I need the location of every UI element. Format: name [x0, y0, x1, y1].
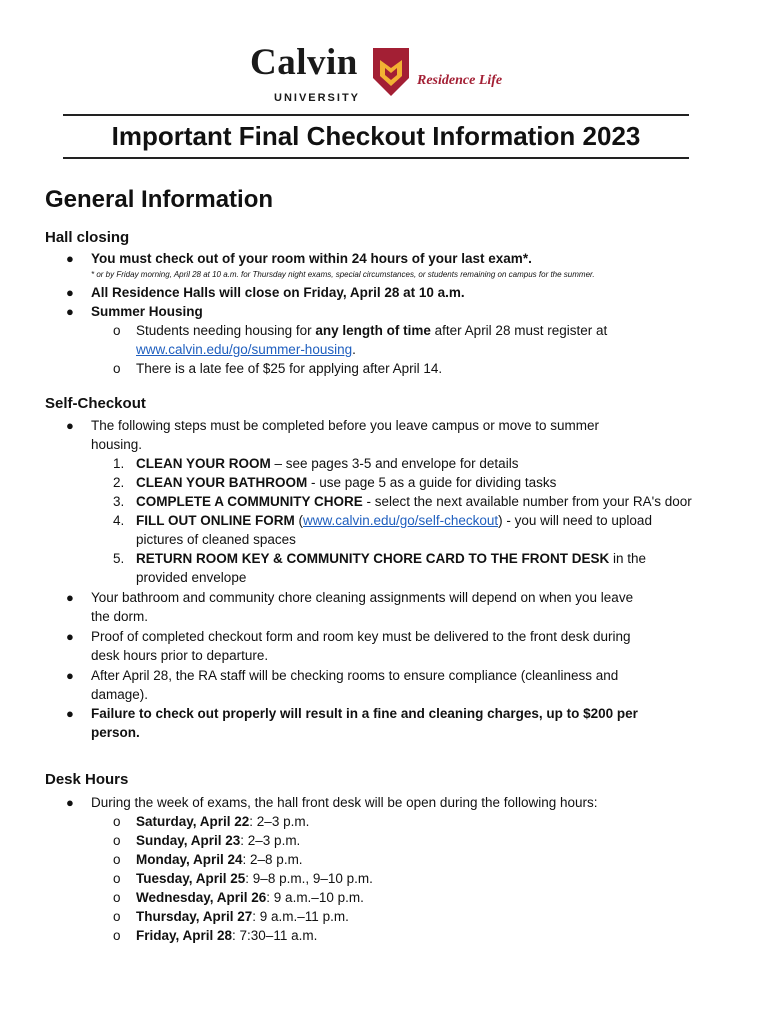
footnote: * or by Friday morning, April 28 at 10 a.m. for Thursday night exams, special circumstances, or students remaining on campus for the summer.	[91, 270, 595, 279]
desk-hours-item	[113, 831, 300, 850]
step-item	[113, 492, 713, 511]
step-detail: (	[294, 513, 303, 528]
day-hours: : 9–8 p.m., 9–10 p.m.	[245, 871, 373, 886]
list-item	[66, 249, 716, 268]
step-detail: - use page 5 as a guide for dividing tasks	[307, 475, 557, 490]
circle-bullet-icon: o	[113, 814, 121, 829]
paragraph-line: Your bathroom and community chore cleaning assignments will depend on when you leave	[91, 590, 634, 605]
bullet-icon: ●	[66, 251, 74, 266]
bullet-icon: ●	[66, 304, 74, 319]
list-item	[66, 793, 716, 812]
desk-hours-item	[113, 869, 373, 888]
step-number: 3.	[113, 494, 125, 509]
list-item	[66, 704, 716, 742]
step-detail-line-2: provided envelope	[136, 570, 247, 585]
circle-bullet-icon: o	[113, 890, 121, 905]
day-hours: : 9 a.m.–10 p.m.	[266, 890, 364, 905]
day-hours: : 7:30–11 a.m.	[232, 928, 318, 943]
subheading-desk-hours: Desk Hours	[45, 771, 129, 788]
summer-housing-link[interactable]: www.calvin.edu/go/summer-housing	[136, 342, 353, 357]
step-title: COMPLETE A COMMUNITY CHORE	[136, 494, 363, 509]
logo-subline: UNIVERSITY	[274, 92, 361, 104]
hall-closing-rule: You must check out of your room within 24 hours of your last exam*.	[91, 251, 532, 266]
day-hours: : 9 a.m.–11 p.m.	[252, 909, 349, 924]
step-detail: in the	[609, 551, 647, 566]
self-checkout-link[interactable]: www.calvin.edu/go/self-checkout	[303, 513, 499, 528]
shield-icon	[371, 46, 411, 98]
step-title: RETURN ROOM KEY & COMMUNITY CHORE CARD TO THE FRONT DESK	[136, 551, 610, 566]
desk-hours-item	[113, 812, 309, 831]
circle-bullet-icon: o	[113, 871, 121, 886]
section-heading-general: General Information	[45, 186, 274, 213]
page-title: Important Final Checkout Information 2023	[111, 121, 641, 151]
step-item	[113, 454, 713, 473]
step-title: FILL OUT ONLINE FORM	[136, 513, 295, 528]
circle-bullet-icon: o	[113, 909, 121, 924]
bullet-icon: ●	[66, 795, 74, 810]
hall-close-date: All Residence Halls will close on Friday, April 28 at 10 a.m.	[91, 285, 465, 300]
circle-bullet-icon: o	[113, 852, 121, 867]
summer-housing-label: Summer Housing	[91, 304, 203, 319]
day-hours: : 2–3 p.m.	[240, 833, 301, 848]
bullet-icon: ●	[66, 590, 74, 605]
desk-hours-item	[113, 926, 317, 945]
sub-list-item	[113, 321, 673, 340]
paragraph-line: Proof of completed checkout form and room key must be delivered to the front desk during	[91, 629, 631, 644]
intro-line-1: The following steps must be completed before you leave campus or move to summer	[91, 418, 599, 433]
circle-bullet-icon: o	[113, 361, 121, 376]
day-hours: : 2–3 p.m.	[249, 814, 310, 829]
paragraph-line: desk hours prior to departure.	[91, 648, 269, 663]
paragraph-line: the dorm.	[91, 609, 149, 624]
step-title: CLEAN YOUR BATHROOM	[136, 475, 308, 490]
bullet-icon: ●	[66, 418, 74, 433]
list-item	[66, 283, 716, 302]
step-item	[113, 549, 713, 587]
summer-housing-link-line	[136, 340, 356, 359]
list-item	[66, 666, 716, 704]
step-detail: – see pages 3-5 and envelope for details	[270, 456, 519, 471]
step-item	[113, 473, 713, 492]
day-label: Monday, April 24	[136, 852, 243, 867]
bullet-icon: ●	[66, 668, 74, 683]
logo-wordmark: Calvin	[250, 42, 358, 83]
paragraph-line: person.	[91, 725, 140, 740]
desk-hours-item	[113, 850, 303, 869]
title-rule-top	[63, 114, 689, 116]
bullet-icon: ●	[66, 285, 74, 300]
day-label: Saturday, April 22	[136, 814, 250, 829]
paragraph-line: After April 28, the RA staff will be checking rooms to ensure compliance (cleanliness and	[91, 668, 619, 683]
title-rule-bottom	[63, 157, 689, 159]
circle-bullet-icon: o	[113, 928, 121, 943]
step-number: 4.	[113, 513, 125, 528]
day-label: Sunday, April 23	[136, 833, 241, 848]
circle-bullet-icon: o	[113, 833, 121, 848]
sub-list-item	[113, 359, 673, 378]
day-label: Tuesday, April 25	[136, 871, 246, 886]
day-hours: : 2–8 p.m.	[242, 852, 303, 867]
subheading-hall-closing: Hall closing	[45, 229, 130, 246]
day-label: Wednesday, April 26	[136, 890, 267, 905]
list-item	[66, 302, 716, 321]
bullet-icon: ●	[66, 706, 74, 721]
day-label: Friday, April 28	[136, 928, 233, 943]
step-item	[113, 511, 713, 549]
calvin-logo	[250, 44, 550, 106]
step-number: 2.	[113, 475, 125, 490]
summer-housing-emphasis: any length of time	[315, 323, 431, 338]
circle-bullet-icon: o	[113, 323, 121, 338]
step-detail: - select the next available number from your RA's door	[362, 494, 692, 509]
period: .	[352, 342, 356, 357]
step-detail-2: ) - you will need to upload	[498, 513, 652, 528]
step-number: 5.	[113, 551, 125, 566]
list-item	[66, 588, 716, 626]
list-item	[66, 627, 716, 665]
desk-hours-intro: During the week of exams, the hall front desk will be open during the following hours:	[91, 795, 598, 810]
step-number: 1.	[113, 456, 125, 471]
bullet-icon: ●	[66, 629, 74, 644]
logo-tagline: Residence Life	[417, 73, 503, 88]
step-title: CLEAN YOUR ROOM	[136, 456, 271, 471]
day-label: Thursday, April 27	[136, 909, 253, 924]
list-item	[66, 416, 716, 454]
summer-housing-text-2: after April 28 must register at	[430, 323, 608, 338]
desk-hours-item	[113, 888, 364, 907]
paragraph-line: Failure to check out properly will result in a fine and cleaning charges, up to $200 per	[91, 706, 638, 721]
step-detail-line-2: pictures of cleaned spaces	[136, 532, 296, 547]
desk-hours-item	[113, 907, 349, 926]
late-fee-text: There is a late fee of $25 for applying after April 14.	[136, 361, 443, 376]
summer-housing-text: Students needing housing for	[136, 323, 316, 338]
subheading-self-checkout: Self-Checkout	[45, 395, 146, 412]
paragraph-line: damage).	[91, 687, 149, 702]
intro-line-2: housing.	[91, 437, 143, 452]
